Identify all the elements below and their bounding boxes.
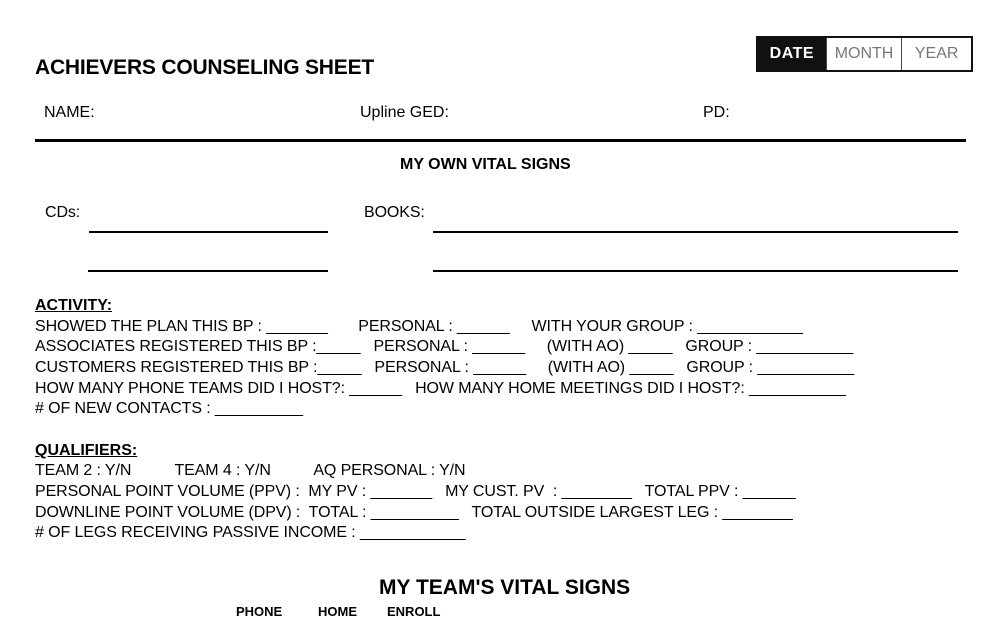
team-col-home: HOME [318, 604, 357, 619]
team-col-enroll: ENROLL [387, 604, 441, 619]
period-toggle[interactable] [756, 36, 973, 72]
activity-row: HOW MANY PHONE TEAMS DID I HOST?: ______ HOW MANY HOME MEETINGS DID I HOST?: ___________ [35, 380, 846, 397]
activity-row: SHOWED THE PLAN THIS BP : _______ PERSONAL : ______ WITH YOUR GROUP : ____________ [35, 318, 803, 335]
cds-line-2[interactable] [88, 270, 328, 272]
vital-heading: MY OWN VITAL SIGNS [400, 156, 571, 173]
team-heading: MY TEAM'S VITAL SIGNS [379, 576, 631, 599]
header-rule [35, 139, 966, 142]
activity-row: ASSOCIATES REGISTERED THIS BP :_____ PERSONAL : ______ (WITH AO) _____ GROUP : ___________ [35, 338, 854, 355]
team-col-phone: PHONE [236, 604, 283, 619]
qualifiers-heading: QUALIFIERS: [35, 442, 138, 459]
books-label: BOOKS: [364, 204, 425, 221]
qualifier-row: # OF LEGS RECEIVING PASSIVE INCOME : ____________ [35, 524, 466, 541]
toggle-month[interactable]: MONTH [826, 38, 902, 70]
qualifier-row: PERSONAL POINT VOLUME (PPV) : MY PV : _______ MY CUST. PV : ________ TOTAL PPV : ______ [35, 483, 796, 500]
books-line-1[interactable] [433, 231, 958, 233]
upline-label: Upline GED: [360, 104, 449, 121]
qualifier-row: TEAM 2 : Y/N TEAM 4 : Y/N AQ PERSONAL : Y/N [35, 462, 466, 479]
pd-label: PD: [703, 104, 730, 121]
activity-row: # OF NEW CONTACTS : __________ [35, 400, 303, 417]
activity-heading: ACTIVITY: [35, 297, 113, 314]
toggle-year[interactable]: YEAR [901, 38, 971, 70]
cds-line-1[interactable] [89, 231, 328, 233]
name-label: NAME: [44, 104, 95, 121]
activity-row: CUSTOMERS REGISTERED THIS BP :_____ PERSONAL : ______ (WITH AO) _____ GROUP : ___________ [35, 359, 855, 376]
toggle-date[interactable]: DATE [758, 38, 826, 70]
page-title: ACHIEVERS COUNSELING SHEET [35, 56, 375, 79]
cds-label: CDs: [45, 204, 81, 221]
books-line-2[interactable] [433, 270, 958, 272]
qualifier-row: DOWNLINE POINT VOLUME (DPV) : TOTAL : __________ TOTAL OUTSIDE LARGEST LEG : ________ [35, 504, 793, 521]
